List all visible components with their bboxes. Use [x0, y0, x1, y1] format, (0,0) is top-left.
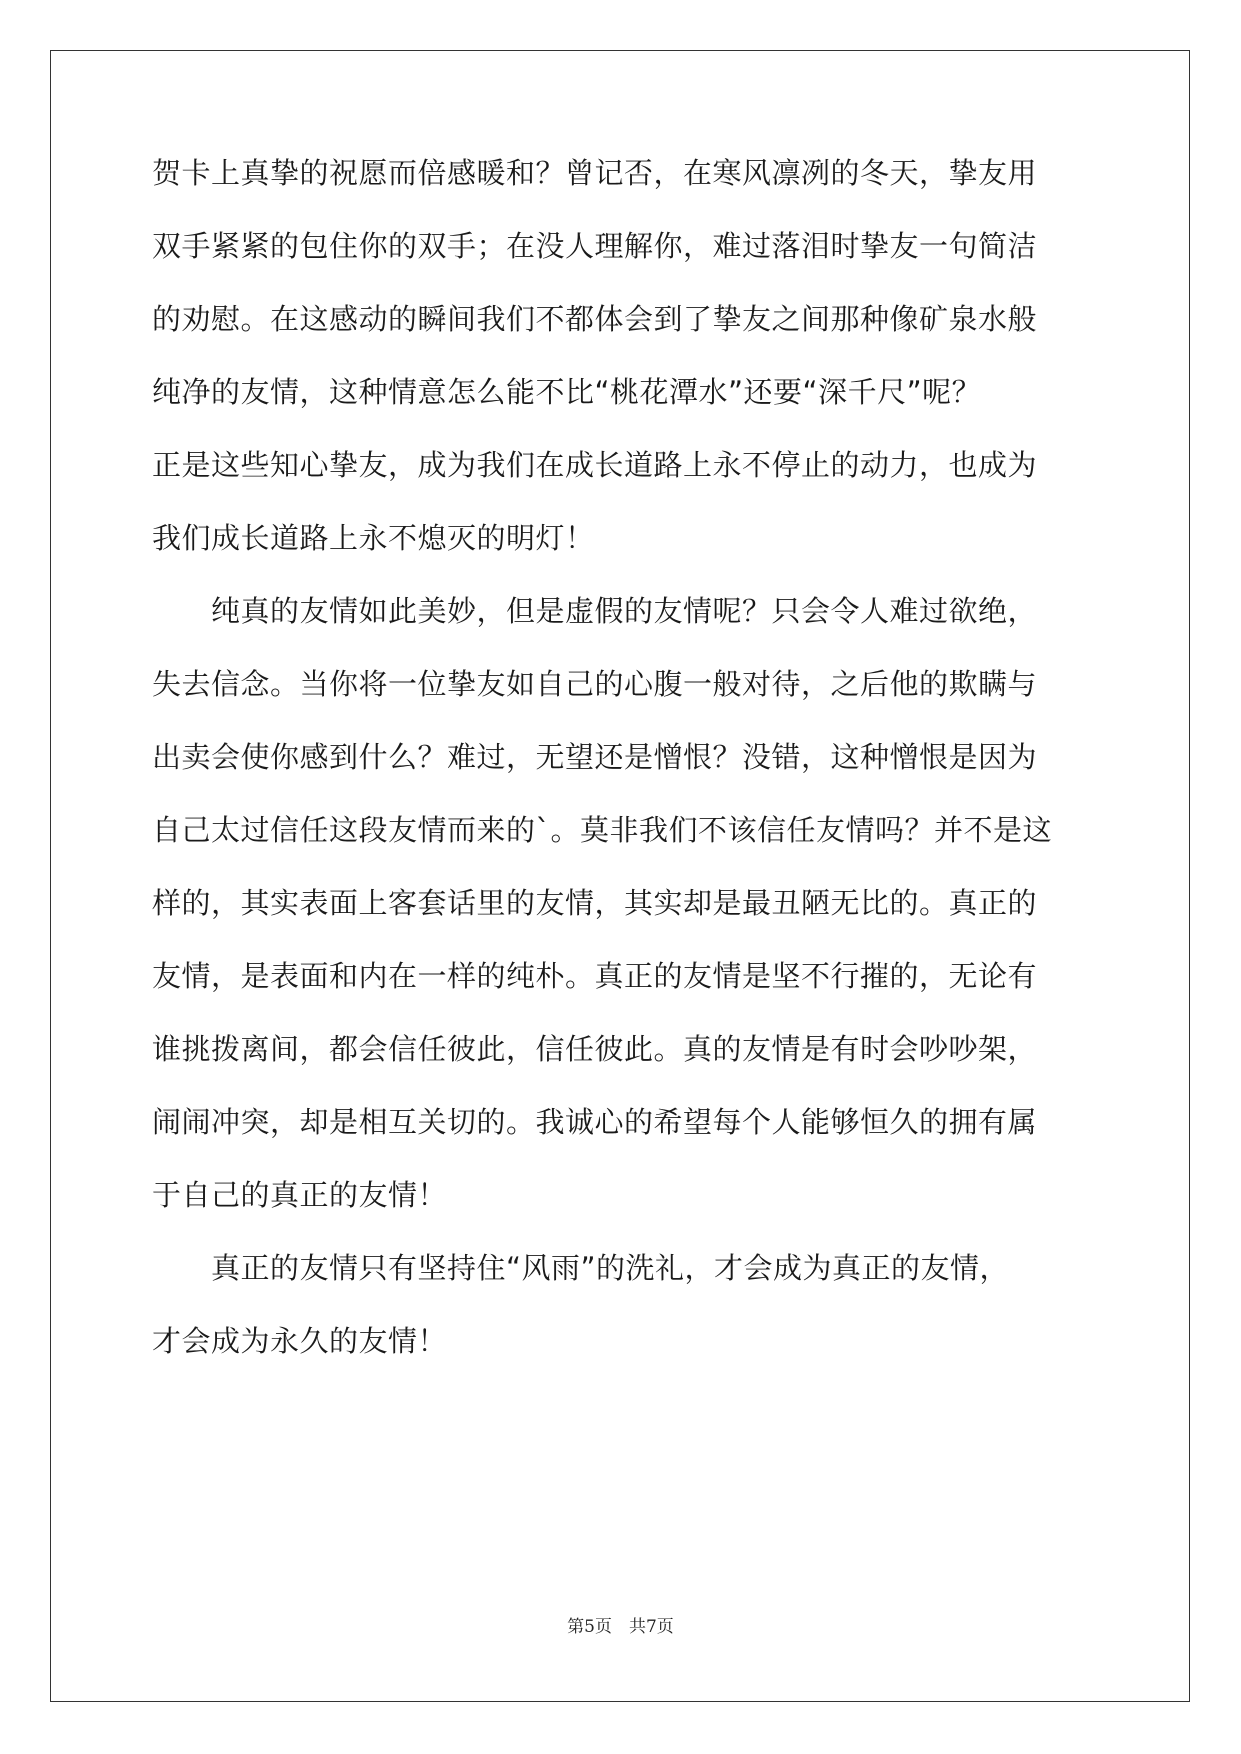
text-line: 才会成为永久的友情！: [152, 1324, 448, 1358]
text-line: 纯净的友情，这种情意怎么能不比“桃花潭水”还要“深千尺”呢？: [152, 375, 982, 409]
text-line: 谁挑拨离间，都会信任彼此，信任彼此。真的友情是有时会吵吵架，: [152, 1032, 1038, 1066]
text-line: 我们成长道路上永不熄灭的明灯！: [152, 521, 595, 555]
text-line: 出卖会使你感到什么？难过，无望还是憎恨？没错，这种憎恨是因为: [152, 740, 1038, 774]
text-line: 贺卡上真挚的祝愿而倍感暖和？曾记否，在寒风凛冽的冬天，挚友用: [152, 156, 1038, 190]
text-line: 友情，是表面和内在一样的纯朴。真正的友情是坚不行摧的，无论有: [152, 959, 1038, 993]
text-line: 自己太过信任这段友情而来的`。莫非我们不该信任友情吗？并不是这: [152, 813, 1053, 847]
text-line: 真正的友情只有坚持住“风雨”的洗礼，才会成为真正的友情，: [152, 1251, 1010, 1285]
text-line: 正是这些知心挚友，成为我们在成长道路上永不停止的动力，也成为: [152, 448, 1038, 482]
text-line: 双手紧紧的包住你的双手；在没人理解你，难过落泪时挚友一句简洁: [152, 229, 1038, 263]
text-line: 纯真的友情如此美妙，但是虚假的友情呢？只会令人难过欲绝，: [152, 594, 1038, 628]
page-number: 第5页 共7页: [567, 1617, 674, 1637]
text-line: 闹闹冲突，却是相互关切的。我诚心的希望每个人能够恒久的拥有属: [152, 1105, 1038, 1139]
text-line: 的劝慰。在这感动的瞬间我们不都体会到了挚友之间那种像矿泉水般: [152, 302, 1038, 336]
text-line: 样的，其实表面上客套话里的友情，其实却是最丑陋无比的。真正的: [152, 886, 1038, 920]
page-border: [50, 50, 1190, 1702]
text-line: 于自己的真正的友情！: [152, 1178, 448, 1212]
page-footer: [0, 1612, 1241, 1637]
text-line: 失去信念。当你将一位挚友如自己的心腹一般对待，之后他的欺瞒与: [152, 667, 1038, 701]
